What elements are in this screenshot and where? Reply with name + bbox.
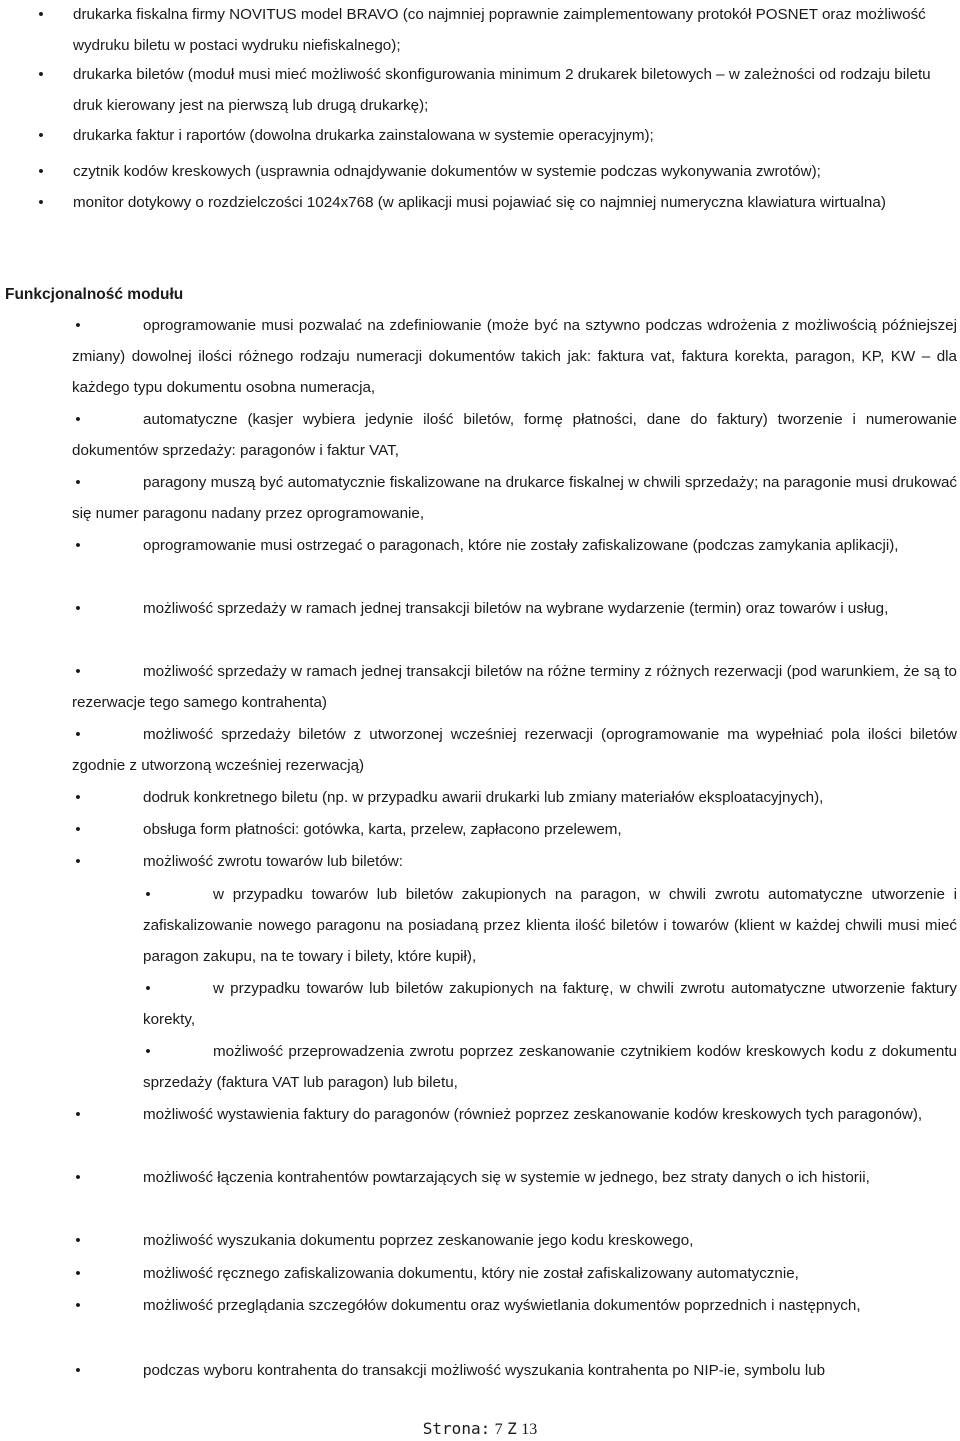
- list-item-text: monitor dotykowy o rozdzielczości 1024x768 (w aplikacji musi pojawiać się co najmniej numeryczna klawiatura wirtualna): [73, 194, 886, 211]
- list-item-text: możliwość sprzedaży w ramach jednej transakcji biletów na wybrane wydarzenie (termin) oraz towarów i usług,: [143, 600, 889, 617]
- bullet-icon: •: [75, 789, 81, 806]
- bullet-icon: •: [75, 1297, 81, 1314]
- page-total: 13: [521, 1421, 538, 1438]
- bullet-icon: •: [38, 194, 44, 211]
- bullet-icon: •: [75, 317, 81, 334]
- list-item-text: czytnik kodów kreskowych (usprawnia odnajdywanie dokumentów w systemie podczas wykonywania zwrotów);: [73, 163, 821, 180]
- list-item: [0, 1258, 960, 1289]
- bullet-icon: •: [75, 726, 81, 743]
- list-item: [0, 530, 960, 561]
- bullet-icon: •: [75, 853, 81, 870]
- list-item: [0, 467, 960, 529]
- list-item-text: dodruk konkretnego biletu (np. w przypadku awarii drukarki lub zmiany materiałów eksploatacyjnych),: [143, 789, 824, 806]
- list-item-text: podczas wyboru kontrahenta do transakcji możliwość wyszukania kontrahenta po NIP-ie, symbolu lub: [143, 1362, 826, 1379]
- list-item-text: możliwość przeglądania szczegółów dokumentu oraz wyświetlania dokumentów poprzednich i następnych,: [143, 1297, 861, 1314]
- bullet-icon: •: [75, 663, 81, 680]
- list-item: [0, 187, 960, 218]
- page-of-label: Z: [507, 1419, 517, 1438]
- list-item: [0, 310, 960, 403]
- list-item: [0, 1036, 960, 1098]
- bullet-icon: •: [38, 66, 44, 83]
- page-number: 7: [494, 1421, 503, 1438]
- bullet-icon: •: [38, 6, 44, 23]
- list-item-text: oprogramowanie musi ostrzegać o paragonach, które nie zostały zafiskalizowane (podczas zamykania aplikacji),: [143, 537, 899, 554]
- list-item-text: w przypadku towarów lub biletów zakupionych na paragon, w chwili zwrotu automatyczne utworzenie i zafiskalizowanie nowego paragonu na posiadaną przez klienta ilość biletów i towarów (klient w każdej chwili musi mieć paragon zakupu, na te towary i bilety, które kupił),: [143, 886, 957, 965]
- list-item: [0, 404, 960, 466]
- bullet-icon: •: [145, 886, 151, 903]
- bullet-icon: •: [75, 537, 81, 554]
- list-item-text: możliwość sprzedaży w ramach jednej transakcji biletów na różne terminy z różnych rezerwacji (pod warunkiem, że są to rezerwacje tego samego kontrahenta): [72, 663, 957, 711]
- page-label: Strona:: [422, 1419, 491, 1438]
- list-item: [0, 1355, 960, 1386]
- list-item-text: paragony muszą być automatycznie fiskalizowane na drukarce fiskalnej w chwili sprzedaży; na paragonie musi drukować się numer paragonu nadany przez oprogramowanie,: [72, 474, 957, 522]
- list-item-text: drukarka faktur i raportów (dowolna drukarka zainstalowana w systemie operacyjnym);: [73, 127, 654, 144]
- list-item: [0, 1099, 960, 1130]
- bullet-icon: •: [75, 600, 81, 617]
- list-item-text: możliwość ręcznego zafiskalizowania dokumentu, który nie został zafiskalizowany automatycznie,: [143, 1265, 799, 1282]
- list-item: [0, 1225, 960, 1256]
- list-item: [0, 656, 960, 718]
- list-item-text: możliwość wyszukania dokumentu poprzez zeskanowanie jego kodu kreskowego,: [143, 1232, 694, 1249]
- list-item-text: możliwość wystawienia faktury do paragonów (również poprzez zeskanowanie kodów kreskowych tych paragonów),: [143, 1106, 923, 1123]
- bullet-icon: •: [75, 411, 81, 428]
- bullet-icon: •: [38, 163, 44, 180]
- list-item: [0, 156, 960, 187]
- bullet-icon: •: [75, 1106, 81, 1123]
- bullet-icon: •: [38, 127, 44, 144]
- list-item-text: możliwość przeprowadzenia zwrotu poprzez zeskanowanie czytnikiem kodów kreskowych kodu z dokumentu sprzedaży (faktura VAT lub paragon) lub biletu,: [143, 1043, 957, 1091]
- list-item: [0, 593, 960, 624]
- list-item: [0, 59, 960, 121]
- list-item-text: automatyczne (kasjer wybiera jedynie ilość biletów, formę płatności, dane do faktury) tworzenie i numerowanie dokumentów sprzedaży: paragonów i faktur VAT,: [72, 411, 957, 459]
- list-item: [0, 782, 960, 813]
- list-item: [0, 0, 960, 61]
- list-item-text: możliwość łączenia kontrahentów powtarzających się w systemie w jednego, bez straty danych o ich historii,: [143, 1169, 870, 1186]
- list-item: [0, 814, 960, 845]
- list-item: [0, 1290, 960, 1321]
- list-item: [0, 846, 960, 877]
- bullet-icon: •: [75, 821, 81, 838]
- list-item-text: możliwość zwrotu towarów lub biletów:: [143, 853, 403, 870]
- bullet-icon: •: [75, 474, 81, 491]
- page-footer: [0, 1418, 960, 1441]
- list-item: [0, 1162, 960, 1193]
- bullet-icon: •: [145, 1043, 151, 1060]
- section-heading: Funkcjonalność modułu: [5, 286, 184, 303]
- list-item-text: w przypadku towarów lub biletów zakupionych na fakturę, w chwili zwrotu automatyczne utworzenie faktury korekty,: [143, 980, 957, 1028]
- bullet-icon: •: [75, 1169, 81, 1186]
- list-item-text: oprogramowanie musi pozwalać na zdefiniowanie (może być na sztywno podczas wdrożenia z możliwością późniejszej zmiany) dowolnej ilości różnego rodzaju numeracji dokumentów takich jak: faktura vat, faktura korekta, paragon, KP, KW – dla każdego typu dokumentu osobna numeracja,: [72, 317, 957, 396]
- list-item: [0, 973, 960, 1035]
- list-item-text: możliwość sprzedaży biletów z utworzonej wcześniej rezerwacji (oprogramowanie ma wypełniać pola ilości biletów zgodnie z utworzoną wcześniej rezerwacją): [72, 726, 957, 774]
- list-item-text: drukarka biletów (moduł musi mieć możliwość skonfigurowania minimum 2 drukarek biletowych – w zależności od rodzaju biletu druk kierowany jest na pierwszą lub drugą drukarkę);: [73, 66, 931, 114]
- bullet-icon: •: [145, 980, 151, 997]
- list-item-text: drukarka fiskalna firmy NOVITUS model BRAVO (co najmniej poprawnie zaimplementowany protokół POSNET oraz możliwość wydruku biletu w postaci wydruku niefiskalnego);: [73, 6, 926, 54]
- list-item: [0, 879, 960, 972]
- bullet-icon: •: [75, 1362, 81, 1379]
- list-item: [0, 719, 960, 781]
- list-item: [0, 120, 960, 151]
- bullet-icon: •: [75, 1232, 81, 1249]
- list-item-text: obsługa form płatności: gotówka, karta, przelew, zapłacono przelewem,: [143, 821, 622, 838]
- bullet-icon: •: [75, 1265, 81, 1282]
